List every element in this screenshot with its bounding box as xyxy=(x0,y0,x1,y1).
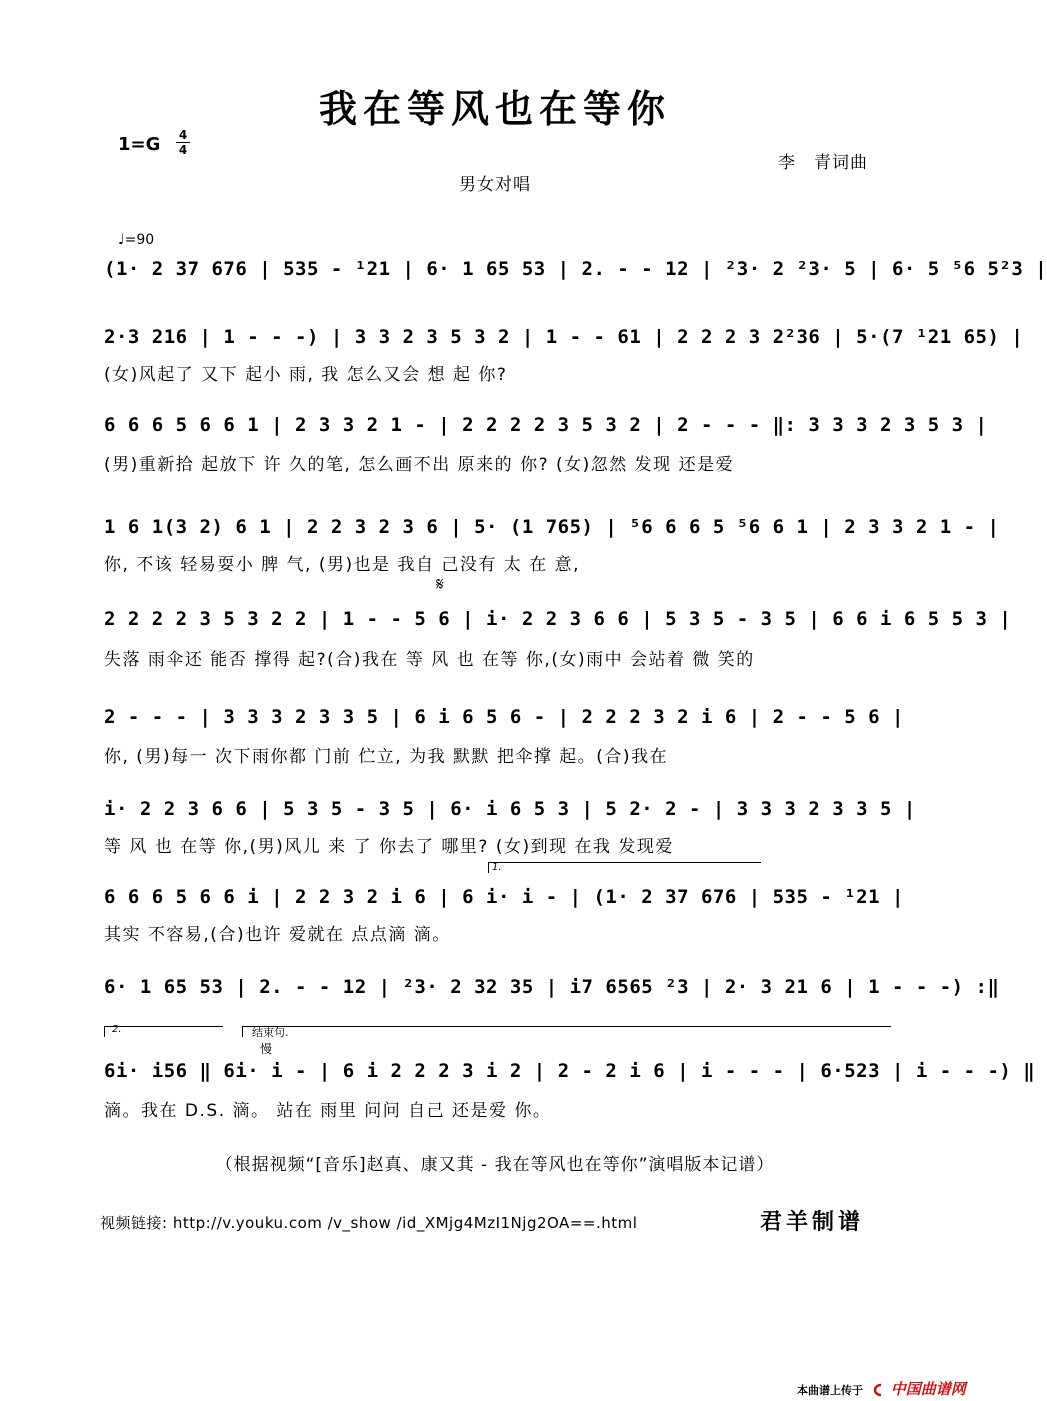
lyric-row: 其实 不容易,(合)也许 爱就在 点点滴 滴。 xyxy=(104,925,451,945)
lyric-row: 滴。我在 D.S. 滴。 站在 雨里 问问 自己 还是爱 你。 xyxy=(104,1101,552,1121)
composer-credit: 李 青词曲 xyxy=(778,153,868,173)
source-note: （根据视频“[音乐]赵真、康又萁 - 我在等风也在等你”演唱版本记谱） xyxy=(215,1155,775,1175)
notation-row: 2 2 2 2 3 5 3 2 2 | 1 - - 5 6 | i· 2 2 3 6 6 | 5 3 5 - 3 5 | 6 6 i 6 5 5 3 | xyxy=(104,608,1012,630)
notation-row: (1· 2 37 676 | 535 - ¹21 | 6· 1 65 53 | 2. - - 12 | ²3· 2 ²3· 5 | 6· 5 ⁵6 5²3 | xyxy=(104,258,1047,280)
tempo-slow-label: 慢 xyxy=(260,1042,273,1056)
notation-row: 2·3 216 | 1 - - -) | 3 3 2 3 5 3 2 | 1 - - 61 | 2 2 2 3 2²36 | 5·(7 ¹21 65) | xyxy=(104,326,1024,348)
notation-row: 6 6 6 5 6 6 1 | 2 3 3 2 1 - | 2 2 2 2 3 5 3 2 | 2 - - - ‖: 3 3 3 2 3 5 3 | xyxy=(104,414,988,436)
lyric-row: 失落 雨伞还 能否 撑得 起?(合)我在 等 风 也 在等 你,(女)雨中 会站着 微 笑的 xyxy=(104,650,755,670)
coda-label: 结束句. xyxy=(252,1026,289,1039)
upload-footer xyxy=(797,1378,966,1399)
lyric-row: (女)风起了 又下 起小 雨, 我 怎么又会 想 起 你? xyxy=(104,365,508,385)
notation-row: 1 6 1(3 2) 6 1 | 2 2 3 2 3 6 | 5· (1 765) | ⁵6 6 6 5 ⁵6 6 1 | 2 3 3 2 1 - | xyxy=(104,516,1000,538)
lyric-row: 等 风 也 在等 你,(男)风儿 来 了 你去了 哪里? (女)到现 在我 发现爱 xyxy=(104,837,674,857)
performance-subtitle: 男女对唱 xyxy=(459,175,531,195)
lyric-row: 你, 不该 轻易耍小 脾 气, (男)也是 我自 己没有 太 在 意, xyxy=(104,555,581,575)
lyric-row: (男)重新拾 起放下 许 久的笔, 怎么画不出 原来的 你? (女)忽然 发现 还是爱 xyxy=(104,455,735,475)
notation-row: 2 - - - | 3 3 3 2 3 3 5 | 6 i 6 5 6 - | 2 2 2 3 2 i 6 | 2 - - 5 6 | xyxy=(104,706,904,728)
time-signature-top: 4 xyxy=(178,128,188,142)
time-signature xyxy=(176,128,190,157)
lyric-row: 你, (男)每一 次下雨你都 门前 伫立, 为我 默默 把伞撑 起。(合)我在 xyxy=(104,747,669,767)
notation-row: 6 6 6 5 6 6 i | 2 2 3 2 i 6 | 6 i· i - | (1· 2 37 676 | 535 - ¹21 | xyxy=(104,886,904,908)
first-ending-bracket xyxy=(488,862,761,873)
key-signature: 1=G xyxy=(118,134,161,155)
coda-bracket xyxy=(242,1026,891,1037)
site-logo-icon xyxy=(871,1384,885,1396)
tempo-marking: ♩=90 xyxy=(118,232,155,248)
notation-row: 6i· i56 ‖ 6i· i - | 6 i 2 2 2 3 i 2 | 2 - 2 i 6 | i - - - | 6·523 | i - - -) ‖ xyxy=(104,1060,1036,1082)
second-ending-label: 2. xyxy=(112,1024,122,1035)
video-link: 视频链接: http://v.youku.com /v_show /id_XMjg4MzI1Njg2OA==.html xyxy=(100,1214,638,1232)
segno-sign: 𝄋 xyxy=(436,574,444,595)
song-title: 我在等风也在等你 xyxy=(318,86,671,131)
notation-row: 6· 1 65 53 | 2. - - 12 | ²3· 2 32 35 | i7 6565 ²3 | 2· 3 21 6 | 1 - - -) :‖ xyxy=(104,976,1000,998)
first-ending-label: 1. xyxy=(492,862,502,873)
second-ending-bracket xyxy=(104,1026,223,1037)
footer-brand: 中国曲谱网 xyxy=(890,1380,966,1398)
time-signature-bottom: 4 xyxy=(176,142,190,157)
notation-row: i· 2 2 3 6 6 | 5 3 5 - 3 5 | 6· i 6 5 3 | 5 2· 2 - | 3 3 3 2 3 3 5 | xyxy=(104,798,916,820)
footer-text: 本曲谱上传于 xyxy=(797,1384,863,1397)
transcriber-signature: 君羊制谱 xyxy=(760,1209,865,1235)
